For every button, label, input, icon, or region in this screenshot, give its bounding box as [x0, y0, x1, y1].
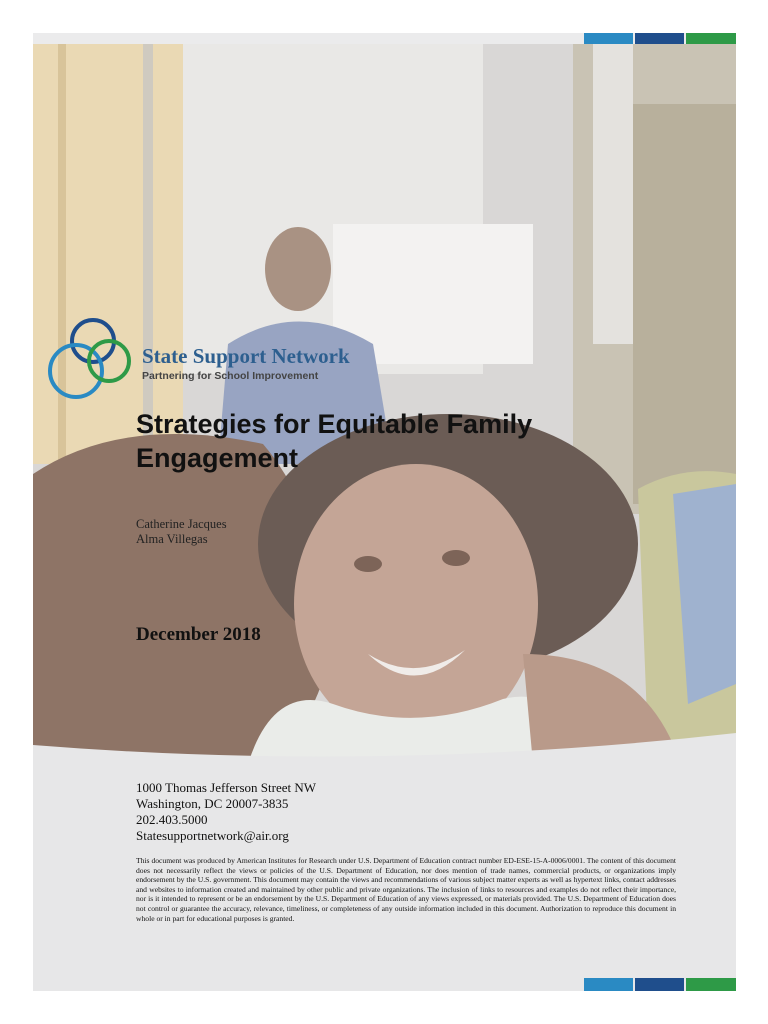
- top-bar-light-blue: [584, 33, 633, 44]
- street-address: 1000 Thomas Jefferson Street NW: [136, 780, 317, 795]
- organization-tagline: Partnering for School Improvement: [142, 370, 319, 382]
- publication-date: December 2018: [136, 624, 261, 645]
- three-rings-logo-icon: [46, 316, 136, 406]
- cover-page: [33, 33, 736, 991]
- top-color-strip: [33, 33, 736, 44]
- bottom-color-strip: [33, 978, 736, 991]
- bottom-bar-dark-blue: [635, 978, 684, 991]
- document-title: Strategies for Equitable Family Engagement: [136, 409, 533, 473]
- top-bar-green: [686, 33, 736, 44]
- top-bar-dark-blue: [635, 33, 684, 44]
- author-name: Catherine Jacques: [136, 517, 227, 531]
- bottom-bar-light-blue: [584, 978, 633, 991]
- city-address: Washington, DC 20007-3835: [136, 796, 289, 811]
- organization-name: State Support Network: [142, 344, 350, 368]
- cover-photo-illustration: [33, 44, 736, 764]
- disclaimer-text: This document was produced by American Institutes for Research under U.S. Department of Education contract number ED-ESE-15-A-0006/0001. The content of this document does not necessarily reflect the views or policies of the U.S. Department of Education, nor does mention of trade names, commercial products, or organizations imply endorsement by the U.S. government. This document may contain the views and recommendations of various subject matter experts as well as hypertext links, contact addresses and websites to information created and maintained by other public and private organizations. The inclusion of links to resources and examples do not reflect their importance, nor is it intended to represent or be an endorsement by the U.S. Department of Education of any views expressed, or materials provided. The U.S. Department of Education does not control or guarantee the accuracy, relevance, timeliness, or completeness of any outside information included in this document. Authorization to reproduce this document in whole or in part for educational purposes is granted.: [136, 856, 676, 923]
- phone-number: 202.403.5000: [136, 812, 208, 827]
- bottom-bar-green: [686, 978, 736, 991]
- email-address[interactable]: Statesupportnetwork@air.org: [136, 828, 289, 843]
- cover-photo: [33, 44, 736, 764]
- contact-block: [136, 780, 316, 844]
- author-list: [136, 517, 227, 547]
- author-name: Alma Villegas: [136, 532, 208, 546]
